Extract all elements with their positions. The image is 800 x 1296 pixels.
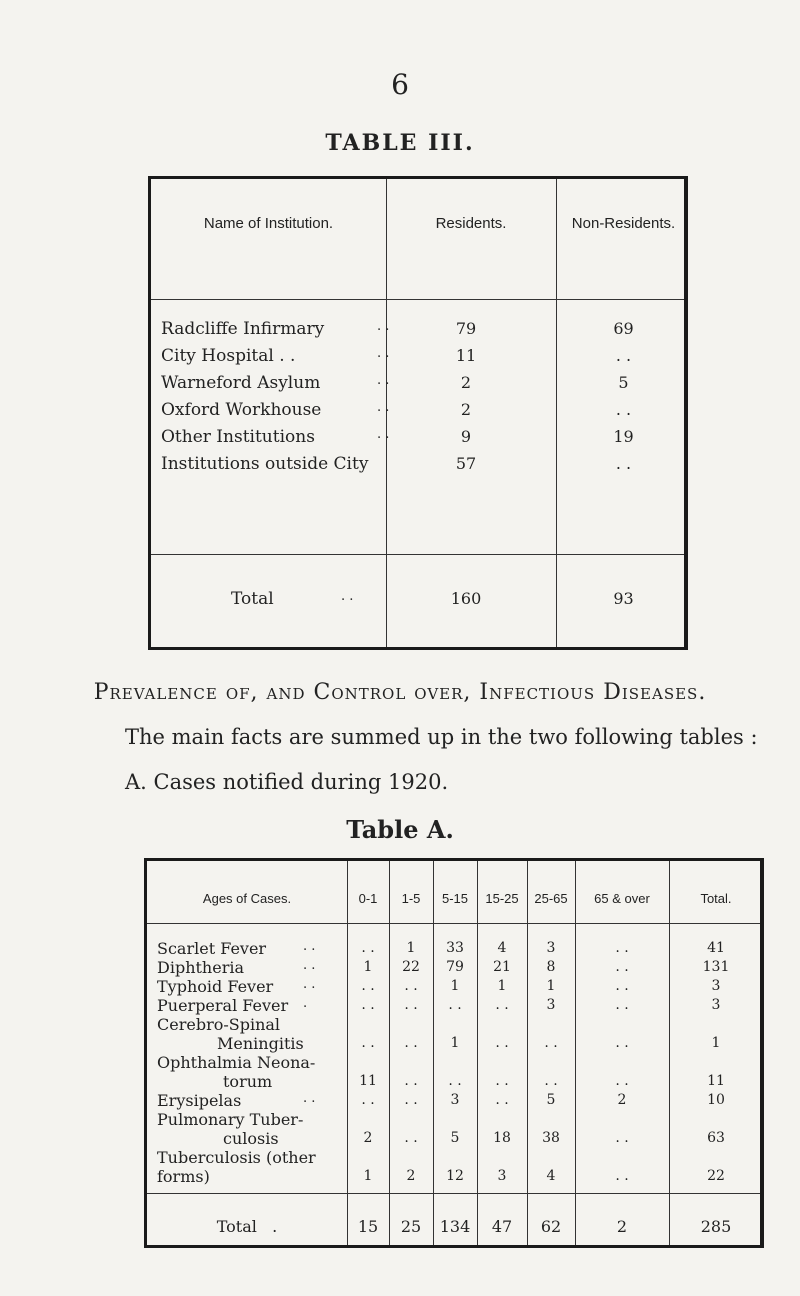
table-cell: 3 [450, 1092, 460, 1108]
disease-label: Pulmonary Tuber- [157, 1110, 304, 1129]
leader-dots: . . [377, 319, 390, 334]
leader-dots: . . [377, 427, 390, 442]
total-cell: 285 [700, 1217, 732, 1236]
institution-name: Warneford Asylum [161, 373, 321, 393]
institution-name: Oxford Workhouse [161, 400, 322, 420]
table-cell: 1 [450, 1035, 460, 1051]
table-cell: 1 [711, 1035, 721, 1051]
table-iii-header [151, 179, 684, 300]
residents-value: 57 [455, 454, 477, 473]
table-cell: 63 [707, 1130, 725, 1146]
table-cell: . . [495, 1035, 509, 1051]
residents-value: 11 [455, 346, 477, 365]
table-cell: . . [361, 940, 375, 956]
disease-label-continued: forms) [157, 1167, 210, 1186]
residents-value: 9 [460, 427, 472, 446]
leader-dots: . . [377, 373, 390, 388]
table-cell: . . [361, 1035, 375, 1051]
table-cell: . . [404, 997, 418, 1013]
column-divider [347, 861, 348, 1245]
total-residents: 160 [450, 589, 482, 608]
table-cell: 2 [363, 1130, 373, 1146]
table-cell: . . [544, 1035, 558, 1051]
column-divider [527, 861, 528, 1245]
table-cell: . . [615, 940, 629, 956]
residents-value: 79 [455, 319, 477, 338]
table-cell: . . [404, 1130, 418, 1146]
table-cell: 2 [406, 1168, 416, 1184]
table-cell: 3 [711, 978, 721, 994]
institution-name: City Hospital . . [161, 346, 296, 366]
item-a: A. Cases notified during 1920. [125, 770, 449, 794]
non-residents-value: 69 [613, 319, 634, 338]
table-cell: . . [448, 997, 462, 1013]
total-cell: 62 [540, 1217, 562, 1236]
table-cell: 1 [363, 1168, 373, 1184]
disease-label: Typhoid Fever [157, 977, 274, 996]
table-cell: . . [404, 1073, 418, 1089]
non-residents-value: . . [615, 346, 632, 365]
column-divider [575, 861, 576, 1245]
table-cell: 22 [707, 1168, 725, 1184]
disease-label-continued: Meningitis [217, 1034, 304, 1053]
leader-dots: . . [303, 958, 316, 973]
table-cell: . . [404, 1092, 418, 1108]
table-cell: 4 [546, 1168, 556, 1184]
table-cell: 1 [363, 959, 373, 975]
table-cell: . . [361, 1092, 375, 1108]
non-residents-value: 5 [618, 373, 629, 392]
table-a [144, 858, 764, 1248]
residents-value: 2 [460, 400, 472, 419]
table-row [151, 319, 684, 345]
table-cell: 11 [359, 1073, 377, 1089]
table-cell: . . [615, 1130, 629, 1146]
disease-label: Diphtheria [157, 958, 244, 977]
leader-dots: . [303, 996, 308, 1011]
table-cell: . . [544, 1073, 558, 1089]
table-cell: 1 [497, 978, 507, 994]
table-cell: . . [615, 978, 629, 994]
total-cell: 2 [616, 1217, 628, 1236]
table-cell: 33 [446, 940, 464, 956]
institution-name: Other Institutions [161, 427, 315, 447]
total-cell: 47 [491, 1217, 513, 1236]
header-col: Total. [700, 891, 732, 906]
column-divider [477, 861, 478, 1245]
disease-label: Scarlet Fever [157, 939, 267, 958]
table-cell: 4 [497, 940, 507, 956]
table-cell: . . [404, 1035, 418, 1051]
table-cell: 41 [707, 940, 725, 956]
total-row [151, 589, 684, 615]
non-residents-value: 19 [613, 427, 634, 446]
table-cell: . . [615, 1035, 629, 1051]
table-cell: 3 [497, 1168, 507, 1184]
table-cell: 10 [707, 1092, 725, 1108]
table-cell: . . [495, 1073, 509, 1089]
table-cell: 21 [493, 959, 511, 975]
section-heading: Prevalence of, and Control over, Infectious Diseases. [93, 680, 707, 705]
table-row [151, 454, 684, 480]
leader-dots: . . [303, 977, 316, 992]
table-cell: . . [615, 959, 629, 975]
table-cell: . . [361, 978, 375, 994]
table-cell: 3 [711, 997, 721, 1013]
table-cell: 1 [450, 978, 460, 994]
leader-dots: . . [341, 589, 354, 604]
header-col: 1-5 [401, 891, 421, 906]
institution-name: Institutions outside City [161, 454, 369, 474]
table-cell: 5 [450, 1130, 460, 1146]
table-cell: 18 [493, 1130, 511, 1146]
table-cell: . . [615, 997, 629, 1013]
header-col: 65 & over [594, 891, 650, 906]
table-a-title: Table A. [346, 815, 454, 844]
table-row [151, 427, 684, 453]
disease-label: Tuberculosis (other [157, 1148, 316, 1167]
table-row [151, 400, 684, 426]
disease-label: Cerebro-Spinal [157, 1015, 281, 1034]
header-institution: Name of Institution. [203, 215, 334, 232]
residents-value: 2 [460, 373, 472, 392]
total-cell: 15 [357, 1217, 379, 1236]
header-ages: Ages of Cases. [202, 891, 292, 906]
header-residents: Residents. [435, 215, 507, 232]
column-divider [433, 861, 434, 1245]
table-cell: 22 [402, 959, 420, 975]
total-label: Total [231, 589, 274, 609]
leader-dots: . . [377, 346, 390, 361]
total-divider [151, 554, 684, 555]
table-cell: . . [404, 978, 418, 994]
page-number: 6 [391, 68, 409, 101]
table-cell: 3 [546, 997, 556, 1013]
table-cell: 3 [546, 940, 556, 956]
header-col: 15-25 [485, 891, 519, 906]
leader-dots: . . [303, 939, 316, 954]
column-divider [669, 861, 670, 1245]
total-label [147, 1217, 347, 1236]
intro-paragraph: The main facts are summed up in the two following tables : [125, 725, 758, 749]
table-iii-title: TABLE III. [325, 130, 475, 156]
table-cell: . . [495, 1092, 509, 1108]
table-cell: . . [615, 1168, 629, 1184]
header-non-residents: Non-Residents. [571, 215, 676, 232]
leader-dots: . . [303, 1091, 316, 1106]
table-cell: 38 [542, 1130, 560, 1146]
disease-label-continued: torum [223, 1072, 273, 1091]
non-residents-value: . . [615, 454, 632, 473]
institution-name: Radcliffe Infirmary [161, 319, 325, 339]
total-non-residents: 93 [613, 589, 634, 608]
non-residents-value: . . [615, 400, 632, 419]
table-row [151, 346, 684, 372]
table-cell: 2 [617, 1092, 627, 1108]
table-cell: 11 [707, 1073, 725, 1089]
header-col: 25-65 [534, 891, 568, 906]
disease-label: Puerperal Fever [157, 996, 289, 1015]
table-cell: . . [448, 1073, 462, 1089]
total-cell: 25 [400, 1217, 422, 1236]
table-cell: 79 [446, 959, 464, 975]
table-cell: 1 [406, 940, 416, 956]
table-cell: . . [495, 997, 509, 1013]
disease-label: Ophthalmia Neona- [157, 1053, 316, 1072]
leader-dots: . . [377, 400, 390, 415]
total-cell: 134 [439, 1217, 471, 1236]
leader-dots: . [272, 1217, 278, 1236]
disease-label-continued: culosis [223, 1129, 279, 1148]
header-col: 0-1 [358, 891, 378, 906]
table-cell: 5 [546, 1092, 556, 1108]
table-cell: 8 [546, 959, 556, 975]
column-divider [389, 861, 390, 1245]
table-cell: 12 [446, 1168, 464, 1184]
table-cell: . . [615, 1073, 629, 1089]
table-row [151, 373, 684, 399]
table-cell: 131 [702, 959, 730, 975]
table-cell: . . [361, 997, 375, 1013]
total-text: Total [216, 1217, 257, 1236]
table-cell: 1 [546, 978, 556, 994]
header-col: 5-15 [441, 891, 469, 906]
table-iii [148, 176, 688, 650]
disease-label: Erysipelas [157, 1091, 242, 1110]
